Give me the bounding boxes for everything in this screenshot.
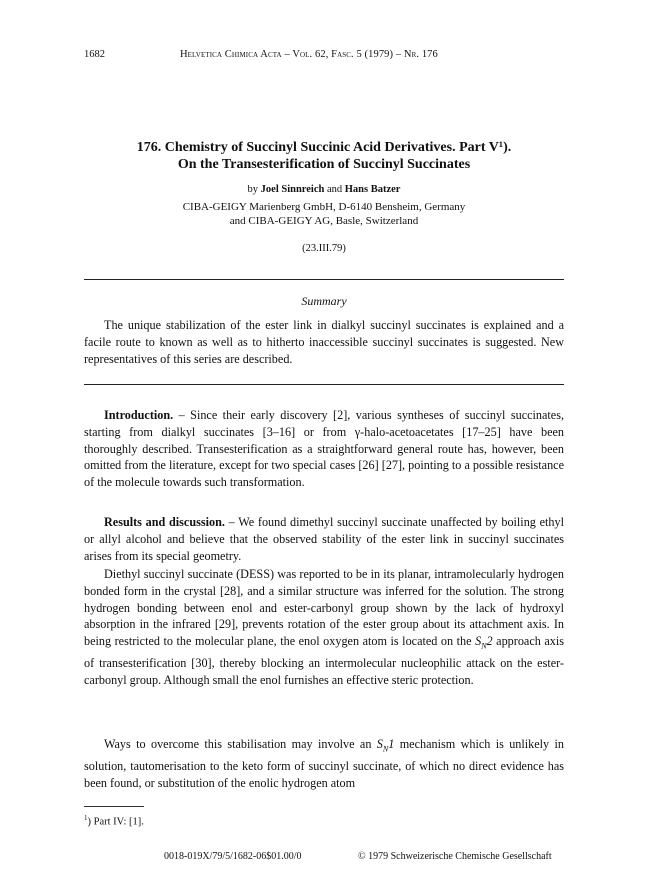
author-name: Hans Batzer xyxy=(344,184,401,195)
summary-top-rule xyxy=(84,279,564,280)
issn-code: 0018-019X/79/5/1682-06$01.00/0 xyxy=(164,851,302,862)
results-paragraph xyxy=(84,514,564,564)
author-name: Joel Sinnreich xyxy=(260,184,325,195)
affiliation-line-2: and CIBA-GEIGY AG, Basle, Switzerland xyxy=(229,215,419,227)
results-text: – We found dimethyl succinyl succinate unaffected by boiling ethyl or allyl alcohol and believe that the observed stability of the ester link in succinyl succinates arises from its special geometry. xyxy=(84,515,564,563)
summary-paragraph: The unique stabilization of the ester link in dialkyl succinyl succinates is explained and a facile route to known as well as to hitherto inaccessible succinyl succinates is suggested. New representatives of this series are described. xyxy=(84,318,564,366)
dess-text-a: Diethyl succinyl succinate (DESS) was reported to be in its planar, intramolecularly hydrogen bonded form in the crystal [28], and a similar structure was inferred for the solution. The strong hydrogen bonding between enol and ester-carbonyl group shown by the lack of hydroxyl absorption in the infrared [29], prevents rotation of the ester group about its attachment axis. In being restricted to the molecular plane, the enol oxygen atom is located on the xyxy=(84,567,564,649)
sn2-symbol: $S_N2$ xyxy=(475,634,493,651)
by-label: by xyxy=(247,184,259,195)
dess-paragraph xyxy=(84,566,564,689)
introduction-heading: Introduction. xyxy=(104,408,174,422)
copyright-notice: © 1979 Schweizerische Chemische Gesellschaft xyxy=(358,851,552,862)
introduction-text: – Since their early discovery [2], various syntheses of succinyl succinates, starting from dialkyl succinates [3–16] or from γ-halo-acetoacetates [17–25] have been thoroughly described. Transesterification as a straightforward general route has, however, been omitted from the literature, except for two special cases [26] [27], pointing to a possible resistance of the molecule towards such transformation. xyxy=(84,408,564,490)
ways-paragraph xyxy=(84,736,564,792)
dess-text-b: approach axis of transesterification [30], thereby blocking an intermolecular nucleophilic attack on the ester-carbonyl group. Although small the enol furnishes an effective steric protection. xyxy=(84,634,565,688)
sn1-symbol: $S_N1$ xyxy=(376,737,395,754)
footnote-marker: 1 xyxy=(84,814,88,822)
affiliation-line-1: CIBA-GEIGY Marienberg GmbH, D-6140 Bensheim, Germany xyxy=(182,201,466,213)
and-label: and xyxy=(326,184,343,195)
article-title-line-1: 176. Chemistry of Succinyl Succinic Acid Derivatives. Part V¹). xyxy=(136,140,512,155)
ways-text-a: Ways to overcome this stabilisation may involve an xyxy=(104,737,377,751)
footnote-rule xyxy=(84,806,144,807)
introduction-paragraph xyxy=(84,407,564,491)
article-title-line-2: On the Transesterification of Succinyl Succinates xyxy=(177,157,471,172)
footnote-text: ) Part IV: [1]. xyxy=(87,816,144,828)
running-head: Helvetica Chimica Acta – Vol. 62, Fasc. 5 (1979) – Nr. 176 xyxy=(180,49,438,60)
footnote xyxy=(84,814,144,828)
summary-bottom-rule xyxy=(84,384,564,385)
summary-heading: Summary xyxy=(301,294,347,308)
received-date: (23.III.79) xyxy=(302,243,346,254)
page-number: 1682 xyxy=(84,49,105,60)
results-heading: Results and discussion. xyxy=(104,515,225,529)
ways-text-b: mechanism which is unlikely in solution, tautomerisation to the keto form of succinyl succinate, of which no direct evidence has been found, or substitution of the enolic hydrogen atom xyxy=(84,737,565,791)
author-line xyxy=(84,184,564,195)
